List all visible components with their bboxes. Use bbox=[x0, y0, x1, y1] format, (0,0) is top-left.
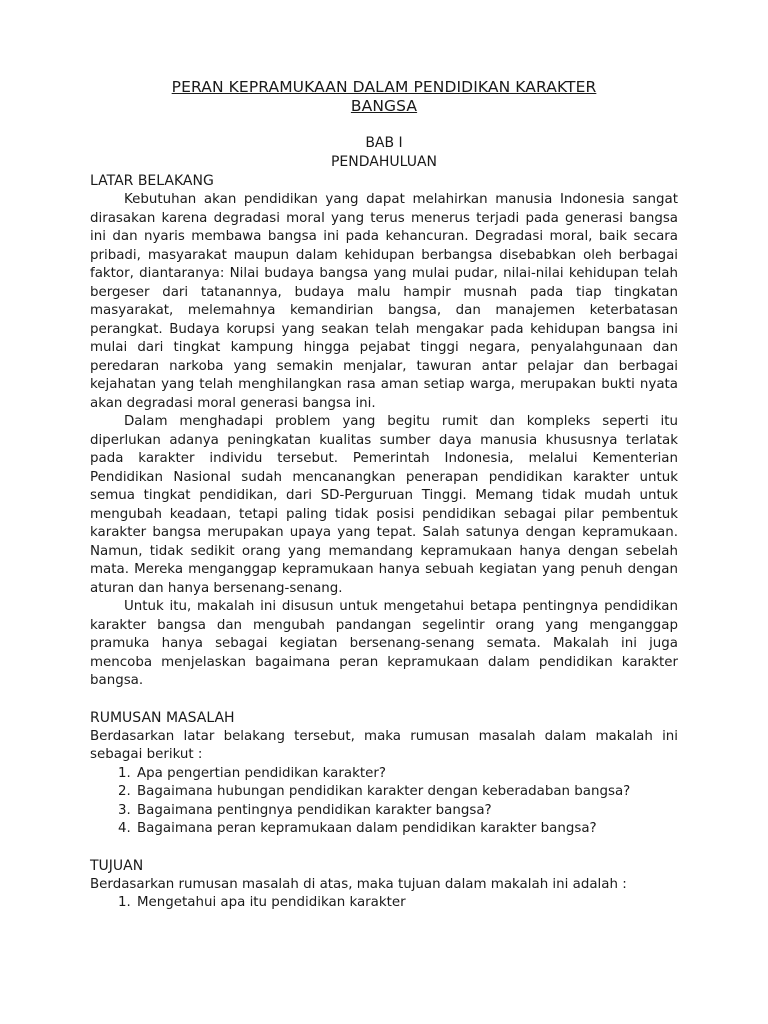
section-heading-latar-belakang: LATAR BELAKANG bbox=[90, 173, 214, 189]
chapter-number: BAB I bbox=[365, 135, 403, 151]
tujuan-intro: Berdasarkan rumusan masalah di atas, maka tujuan dalam makalah ini adalah : bbox=[90, 876, 627, 892]
rumusan-list bbox=[90, 765, 678, 839]
list-item: 1. Mengetahui apa itu pendidikan karakter bbox=[135, 894, 678, 913]
chapter-name: PENDAHULUAN bbox=[330, 154, 438, 170]
paragraph: Kebutuhan akan pendidikan yang dapat melahirkan manusia Indonesia sangat dirasakan karena degradasi moral yang terus menerus terjadi pada generasi bangsa ini dan nyaris membawa bangsa ini pada kehancuran. Degradasi moral, baik secara pribadi, masyarakat maupun dalam kehidupan berbangsa disebabkan oleh berbagai faktor, diantaranya: Nilai budaya bangsa yang mulai pudar, nilai-nilai kehidupan telah bergeser dari tatanannya, budaya malu hampir musnah pada tiap tingkatan masyarakat, melemahnya kemandirian bangsa, dan manajemen keterbatasan perangkat. Budaya korupsi yang seakan telah mengakar pada kehidupan bangsa ini mulai dari tingkat kampung hingga pejabat tinggi negara, penyalahgunaan dan peredaran narkoba yang semakin menjalar, tawuran antar pelajar dan berbagai kejahatan yang telah menghilangkan rasa aman setiap warga, merupakan bukti nyata akan degradasi moral generasi bangsa ini. bbox=[90, 192, 678, 411]
paragraph: Untuk itu, makalah ini disusun untuk mengetahui betapa pentingnya pendidikan karakter bangsa dan mengubah pandangan segelintir orang yang menganggap pramuka hanya sebagai kegiatan bersenang-senang semata. Makalah ini juga mencoba menjelaskan bagaimana peran kepramukaan dalam pendidikan karakter bangsa. bbox=[90, 599, 678, 688]
list-item: 2. Bagaimana hubungan pendidikan karakter dengan keberadaban bangsa? bbox=[135, 783, 678, 802]
list-item: 3. Bagaimana pentingnya pendidikan karakter bangsa? bbox=[135, 802, 678, 821]
section-heading-tujuan: TUJUAN bbox=[90, 857, 144, 874]
title-line-2: BANGSA bbox=[350, 97, 418, 115]
list-item: 1. Apa pengertian pendidikan karakter? bbox=[135, 765, 678, 784]
title-line-1: PERAN KEPRAMUKAAN DALAM PENDIDIKAN KARAKTER bbox=[171, 78, 597, 96]
paragraph: Dalam menghadapi problem yang begitu rumit dan kompleks seperti itu diperlukan adanya peningkatan kualitas sumber daya manusia khususnya terlatak pada karakter individu tersebut. Pemerintah Indonesia, melalui Kementerian Pendidikan Nasional sudah mencanangkan penerapan pendidikan karakter untuk semua tingkat pendidikan, dari SD-Perguruan Tinggi. Memang tidak mudah untuk mengubah keadaan, tetapi paling tidak posisi pendidikan sebagai pilar pembentuk karakter bangsa merupakan upaya yang tepat. Salah satunya dengan kepramukaan. Namun, tidak sedikit orang yang memandang kepramukaan hanya dengan sebelah mata. Mereka menganggap kepramukaan hanya sebuah kegiatan yang penuh dengan aturan dan hanya bersenang-senang. bbox=[90, 414, 678, 596]
section-gap bbox=[90, 691, 678, 709]
list-item: 4. Bagaimana peran kepramukaan dalam pendidikan karakter bangsa? bbox=[135, 820, 678, 839]
section-heading-rumusan-masalah: RUMUSAN MASALAH bbox=[90, 709, 235, 726]
tujuan-list bbox=[90, 894, 678, 913]
document-title bbox=[90, 78, 678, 116]
section-gap bbox=[90, 839, 678, 857]
document-page bbox=[90, 78, 678, 913]
rumusan-intro: Berdasarkan latar belakang tersebut, maka rumusan masalah dalam makalah ini sebagai berikut : bbox=[90, 728, 678, 762]
